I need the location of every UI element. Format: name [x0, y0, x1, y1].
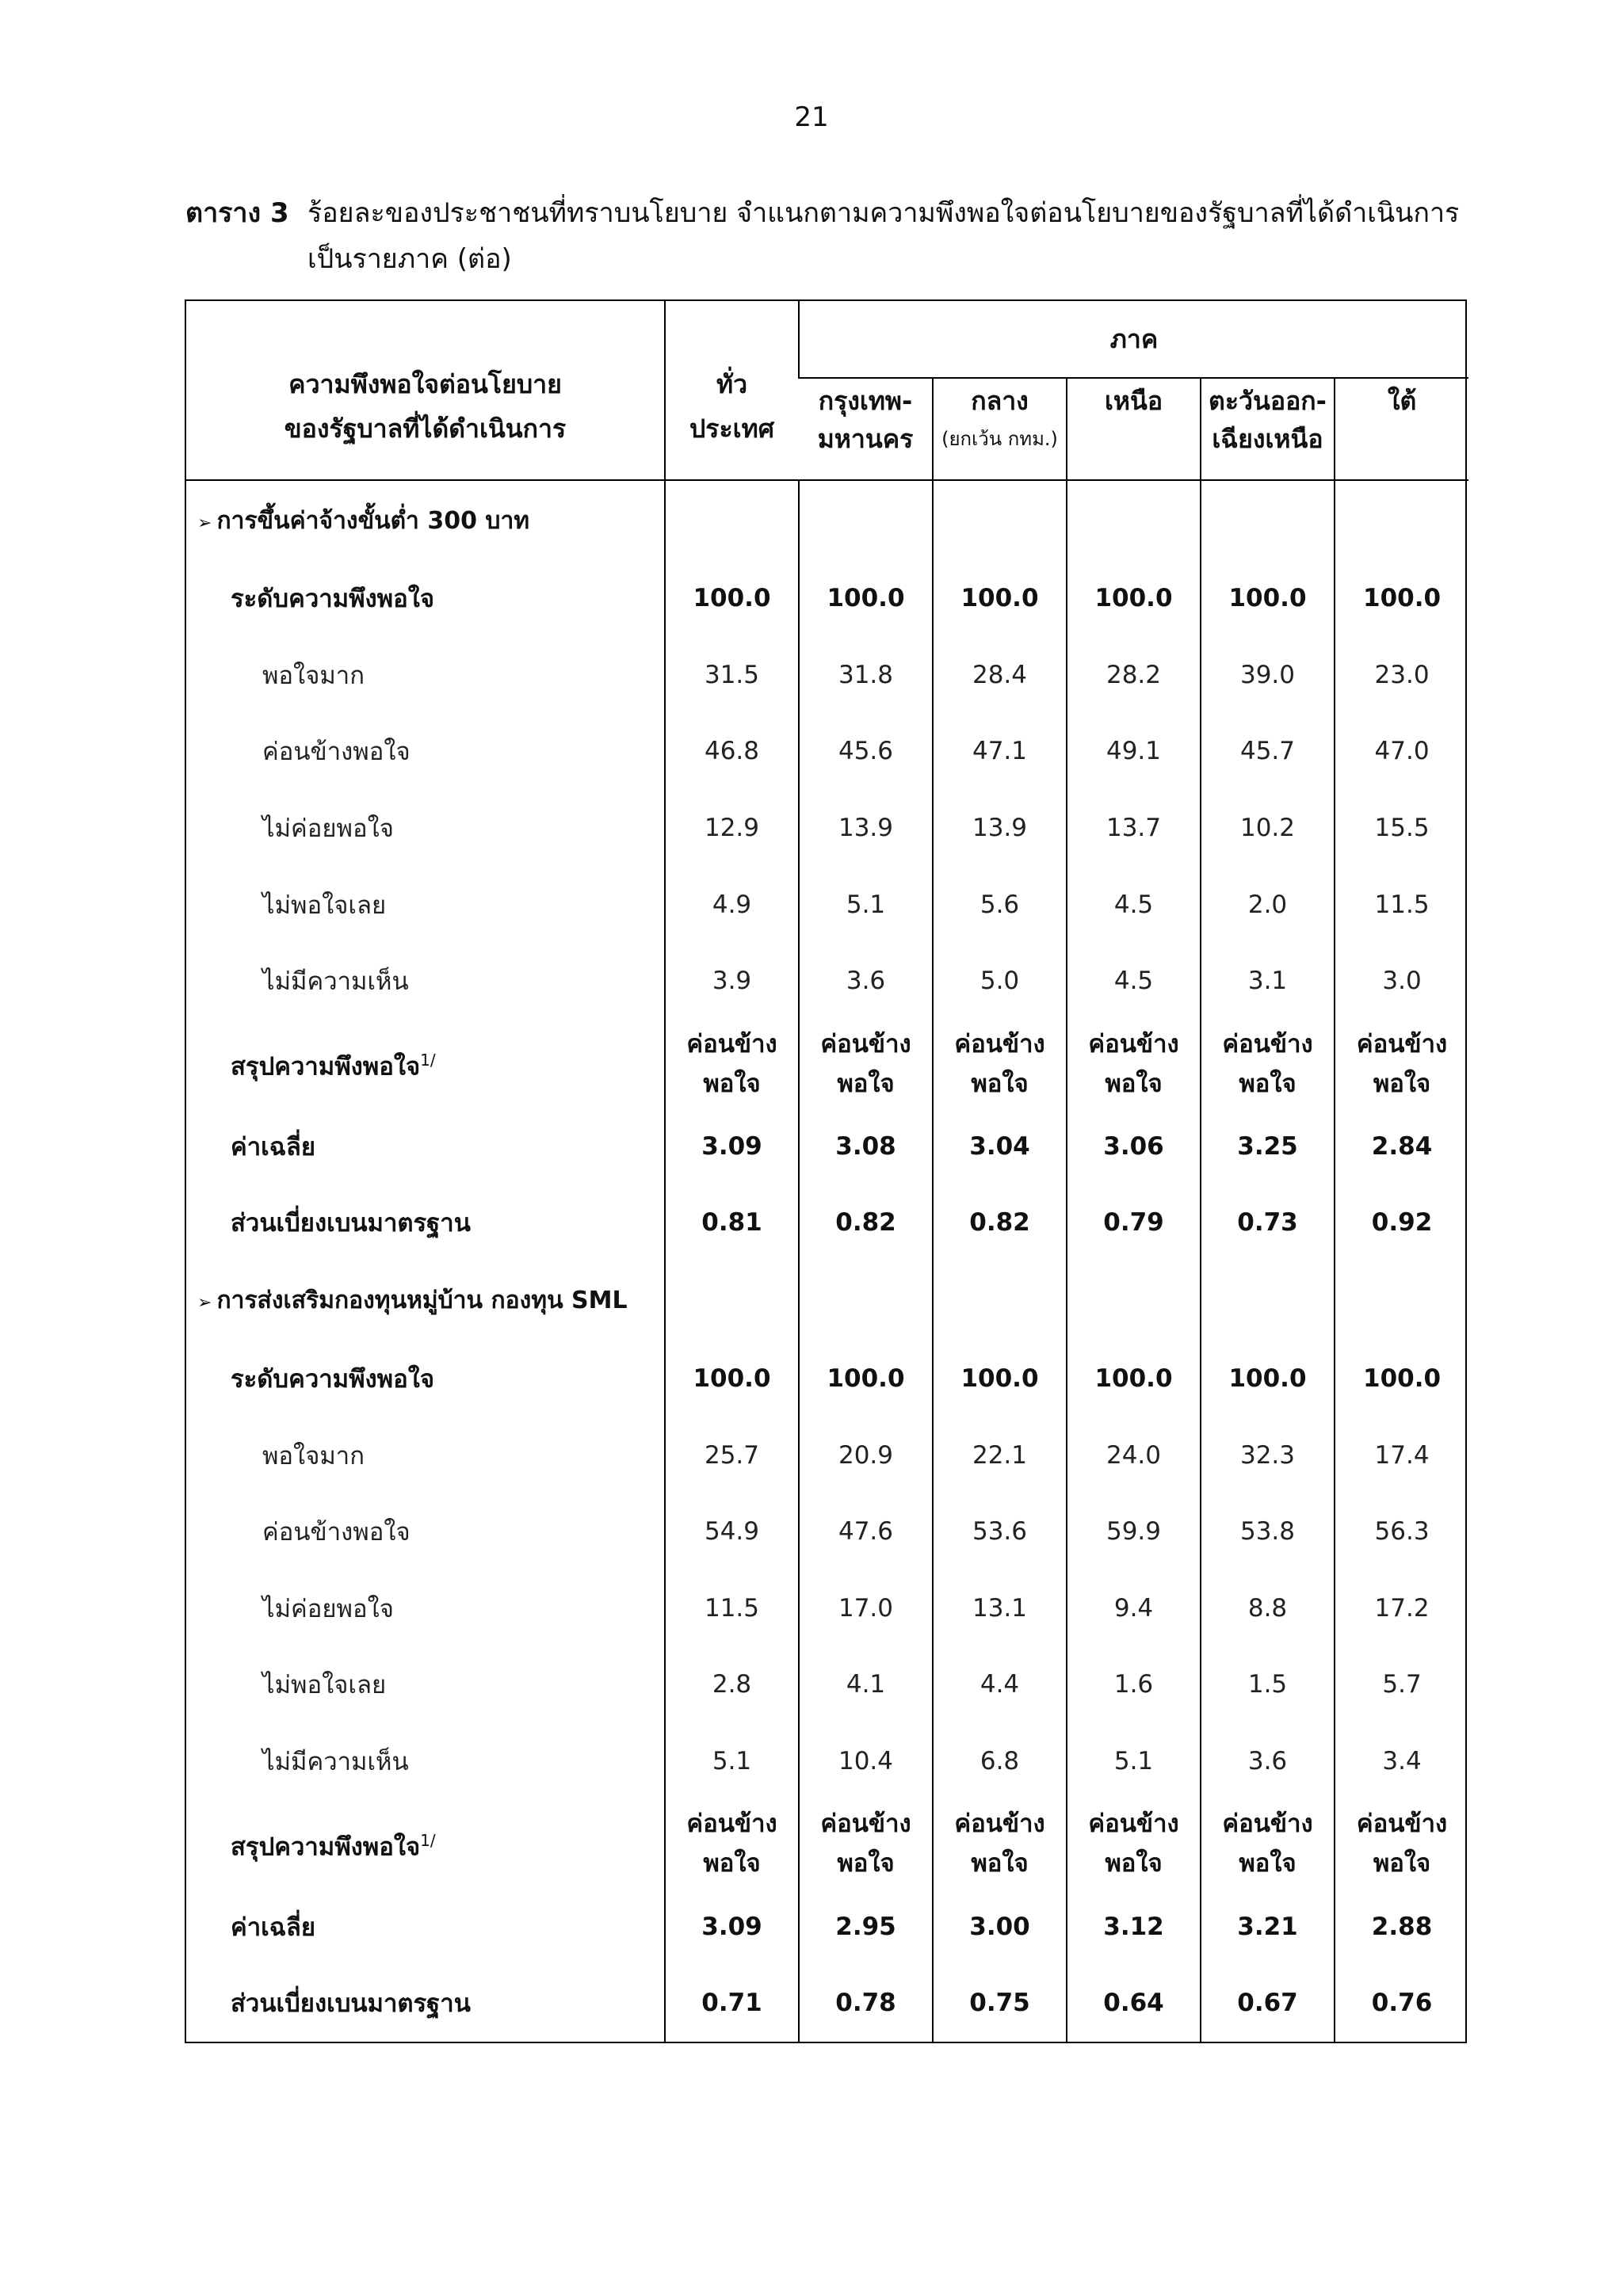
row-label: ค่อนข้างพอใจ	[262, 1518, 411, 1547]
value-cell: 47.0	[1335, 713, 1468, 790]
value-cell: 0.82	[933, 1184, 1067, 1261]
value-cell: 2.95	[799, 1888, 933, 1965]
value-cell: 4.1	[799, 1646, 933, 1723]
summary-cell: ค่อนข้าง พอใจ	[665, 1799, 799, 1888]
satisfaction-item-row	[186, 1417, 1468, 1493]
value-cell: 13.9	[933, 790, 1067, 867]
summary-cell: ค่อนข้าง พอใจ	[1067, 1020, 1201, 1108]
value-cell: 10.4	[799, 1723, 933, 1800]
empty-cell	[1067, 480, 1201, 560]
row-label: ไม่มีความเห็น	[262, 967, 409, 997]
value-cell: 13.7	[1067, 790, 1201, 867]
level-total-row	[186, 560, 1468, 637]
empty-cell	[933, 1261, 1067, 1341]
value-cell: 3.04	[933, 1108, 1067, 1185]
summary-cell: ค่อนข้าง พอใจ	[1335, 1020, 1468, 1108]
value-cell: 2.88	[1335, 1888, 1468, 1965]
header-whole-country: ทั่ว ประเทศ	[665, 301, 799, 480]
value-cell: 23.0	[1335, 637, 1468, 714]
empty-cell	[665, 480, 799, 560]
value-cell: 0.75	[933, 1965, 1067, 2042]
value-cell: 0.76	[1335, 1965, 1468, 2042]
arrow-bullet-icon: ➢	[197, 513, 212, 533]
value-cell: 15.5	[1335, 790, 1468, 867]
value-cell: 54.9	[665, 1493, 799, 1570]
summary-cell: ค่อนข้าง พอใจ	[799, 1020, 933, 1108]
value-cell: 100.0	[799, 1341, 933, 1417]
value-cell: 0.82	[799, 1184, 933, 1261]
satisfaction-item-row	[186, 1723, 1468, 1800]
page-number: 21	[794, 101, 829, 133]
value-cell: 24.0	[1067, 1417, 1201, 1493]
value-cell: 8.8	[1201, 1570, 1335, 1647]
value-cell: 3.1	[1201, 943, 1335, 1020]
row-label: ค่อนข้างพอใจ	[262, 738, 411, 767]
value-cell: 100.0	[1067, 560, 1201, 637]
value-cell: 9.4	[1067, 1570, 1201, 1647]
mean-row	[186, 1888, 1468, 1965]
empty-cell	[1335, 1261, 1468, 1341]
value-cell: 3.4	[1335, 1723, 1468, 1800]
row-label: พอใจมาก	[262, 661, 365, 690]
empty-cell	[799, 480, 933, 560]
value-cell: 56.3	[1335, 1493, 1468, 1570]
row-label: สรุปความพึงพอใจ$^{1/}$	[231, 1831, 436, 1862]
value-cell: 3.9	[665, 943, 799, 1020]
row-label: พอใจมาก	[262, 1441, 365, 1470]
satisfaction-item-row	[186, 1570, 1468, 1647]
value-cell: 3.00	[933, 1888, 1067, 1965]
value-cell: 3.09	[665, 1108, 799, 1185]
value-cell: 10.2	[1201, 790, 1335, 867]
satisfaction-item-row	[186, 943, 1468, 1020]
summary-row	[186, 1020, 1468, 1108]
value-cell: 5.1	[665, 1723, 799, 1800]
header-policy-satisfaction: ความพึงพอใจต่อนโยบาย ของรัฐบาลที่ได้ดำเนินการ	[186, 301, 665, 480]
value-cell: 47.1	[933, 713, 1067, 790]
value-cell: 5.1	[1067, 1723, 1201, 1800]
value-cell: 31.8	[799, 637, 933, 714]
value-cell: 0.64	[1067, 1965, 1201, 2042]
arrow-bullet-icon: ➢	[197, 1293, 212, 1314]
value-cell: 6.8	[933, 1723, 1067, 1800]
value-cell: 45.7	[1201, 713, 1335, 790]
value-cell: 5.0	[933, 943, 1067, 1020]
value-cell: 3.6	[799, 943, 933, 1020]
value-cell: 5.7	[1335, 1646, 1468, 1723]
value-cell: 3.12	[1067, 1888, 1201, 1965]
summary-cell: ค่อนข้าง พอใจ	[1335, 1799, 1468, 1888]
value-cell: 0.81	[665, 1184, 799, 1261]
value-cell: 4.9	[665, 866, 799, 943]
value-cell: 100.0	[933, 560, 1067, 637]
row-label: ค่าเฉลี่ย	[231, 1132, 316, 1161]
value-cell: 45.6	[799, 713, 933, 790]
value-cell: 2.8	[665, 1646, 799, 1723]
footnote-mark: 1/	[420, 1051, 436, 1070]
value-cell: 49.1	[1067, 713, 1201, 790]
value-cell: 2.0	[1201, 866, 1335, 943]
header-region-south: ใต้	[1335, 378, 1468, 480]
satisfaction-item-row	[186, 713, 1468, 790]
row-label: ไม่ค่อยพอใจ	[262, 814, 394, 844]
empty-cell	[933, 480, 1067, 560]
value-cell: 53.8	[1201, 1493, 1335, 1570]
value-cell: 100.0	[1201, 1341, 1335, 1417]
row-label: ไม่มีความเห็น	[262, 1748, 409, 1777]
empty-cell	[665, 1261, 799, 1341]
value-cell: 0.92	[1335, 1184, 1468, 1261]
value-cell: 5.6	[933, 866, 1067, 943]
value-cell: 20.9	[799, 1417, 933, 1493]
value-cell: 13.1	[933, 1570, 1067, 1647]
empty-cell	[1067, 1261, 1201, 1341]
value-cell: 0.71	[665, 1965, 799, 2042]
row-label: ระดับความพึงพอใจ	[231, 585, 435, 614]
value-cell: 100.0	[1067, 1341, 1201, 1417]
value-cell: 3.09	[665, 1888, 799, 1965]
table-caption	[185, 190, 1469, 282]
header-region-northeast: ตะวันออก- เฉียงเหนือ	[1201, 378, 1335, 480]
value-cell: 4.4	[933, 1646, 1067, 1723]
row-label: ค่าเฉลี่ย	[231, 1913, 316, 1942]
header-region-north: เหนือ	[1067, 378, 1201, 480]
satisfaction-item-row	[186, 637, 1468, 714]
summary-cell: ค่อนข้าง พอใจ	[665, 1020, 799, 1108]
value-cell: 100.0	[799, 560, 933, 637]
value-cell: 5.1	[799, 866, 933, 943]
caption-line-2: เป็นรายภาค (ต่อ)	[307, 243, 512, 275]
section-row	[186, 480, 1468, 560]
value-cell: 100.0	[665, 1341, 799, 1417]
value-cell: 59.9	[1067, 1493, 1201, 1570]
value-cell: 3.21	[1201, 1888, 1335, 1965]
section-row	[186, 1261, 1468, 1341]
summary-cell: ค่อนข้าง พอใจ	[799, 1799, 933, 1888]
mean-row	[186, 1108, 1468, 1185]
value-cell: 11.5	[1335, 866, 1468, 943]
value-cell: 100.0	[1335, 560, 1468, 637]
summary-cell: ค่อนข้าง พอใจ	[1201, 1020, 1335, 1108]
caption-line-1: ร้อยละของประชาชนที่ทราบนโยบาย จำแนกตามความพึงพอใจต่อนโยบายของรัฐบาลที่ได้ดำเนินการ	[307, 197, 1460, 229]
level-total-row	[186, 1341, 1468, 1417]
header-region-central: กลาง (ยกเว้น กทม.)	[933, 378, 1067, 480]
satisfaction-item-row	[186, 1493, 1468, 1570]
value-cell: 3.08	[799, 1108, 933, 1185]
row-label: ไม่พอใจเลย	[262, 1671, 387, 1700]
row-label: ส่วนเบี่ยงเบนมาตรฐาน	[231, 1989, 471, 2019]
value-cell: 0.79	[1067, 1184, 1201, 1261]
value-cell: 0.67	[1201, 1965, 1335, 2042]
value-cell: 2.84	[1335, 1108, 1468, 1185]
value-cell: 12.9	[665, 790, 799, 867]
satisfaction-item-row	[186, 1646, 1468, 1723]
value-cell: 53.6	[933, 1493, 1067, 1570]
footnote-mark: 1/	[420, 1831, 436, 1851]
value-cell: 22.1	[933, 1417, 1067, 1493]
value-cell: 11.5	[665, 1570, 799, 1647]
row-label: ไม่ค่อยพอใจ	[262, 1594, 394, 1623]
header-region: ภาค	[799, 301, 1468, 378]
value-cell: 1.5	[1201, 1646, 1335, 1723]
summary-row	[186, 1799, 1468, 1888]
value-cell: 0.78	[799, 1965, 933, 2042]
row-label: ส่วนเบี่ยงเบนมาตรฐาน	[231, 1209, 471, 1238]
value-cell: 100.0	[665, 560, 799, 637]
summary-cell: ค่อนข้าง พอใจ	[1201, 1799, 1335, 1888]
sd-row	[186, 1965, 1468, 2042]
caption-label: ตาราง 3	[185, 197, 289, 229]
satisfaction-item-row	[186, 790, 1468, 867]
satisfaction-item-row	[186, 866, 1468, 943]
summary-cell: ค่อนข้าง พอใจ	[933, 1799, 1067, 1888]
empty-cell	[799, 1261, 933, 1341]
row-label: สรุปความพึงพอใจ$^{1/}$	[231, 1051, 436, 1081]
sd-row	[186, 1184, 1468, 1261]
value-cell: 17.0	[799, 1570, 933, 1647]
value-cell: 100.0	[933, 1341, 1067, 1417]
value-cell: 17.4	[1335, 1417, 1468, 1493]
value-cell: 4.5	[1067, 943, 1201, 1020]
value-cell: 3.06	[1067, 1108, 1201, 1185]
value-cell: 0.73	[1201, 1184, 1335, 1261]
value-cell: 100.0	[1201, 560, 1335, 637]
value-cell: 3.25	[1201, 1108, 1335, 1185]
value-cell: 13.9	[799, 790, 933, 867]
value-cell: 28.4	[933, 637, 1067, 714]
value-cell: 31.5	[665, 637, 799, 714]
empty-cell	[1201, 1261, 1335, 1341]
header-region-bangkok: กรุงเทพ- มหานคร	[799, 378, 933, 480]
empty-cell	[1201, 480, 1335, 560]
value-cell: 32.3	[1201, 1417, 1335, 1493]
value-cell: 1.6	[1067, 1646, 1201, 1723]
satisfaction-table	[185, 299, 1467, 2043]
value-cell: 4.5	[1067, 866, 1201, 943]
section-title: ➢ การขึ้นค่าจ้างขั้นต่ำ 300 บาท	[197, 506, 530, 535]
value-cell: 25.7	[665, 1417, 799, 1493]
value-cell: 3.0	[1335, 943, 1468, 1020]
empty-cell	[1335, 480, 1468, 560]
summary-cell: ค่อนข้าง พอใจ	[1067, 1799, 1201, 1888]
value-cell: 17.2	[1335, 1570, 1468, 1647]
summary-cell: ค่อนข้าง พอใจ	[933, 1020, 1067, 1108]
section-title: ➢ การส่งเสริมกองทุนหมู่บ้าน กองทุน SML	[197, 1287, 628, 1315]
value-cell: 100.0	[1335, 1341, 1468, 1417]
row-label: ไม่พอใจเลย	[262, 891, 387, 920]
value-cell: 46.8	[665, 713, 799, 790]
value-cell: 47.6	[799, 1493, 933, 1570]
row-label: ระดับความพึงพอใจ	[231, 1365, 435, 1394]
value-cell: 3.6	[1201, 1723, 1335, 1800]
value-cell: 39.0	[1201, 637, 1335, 714]
value-cell: 28.2	[1067, 637, 1201, 714]
